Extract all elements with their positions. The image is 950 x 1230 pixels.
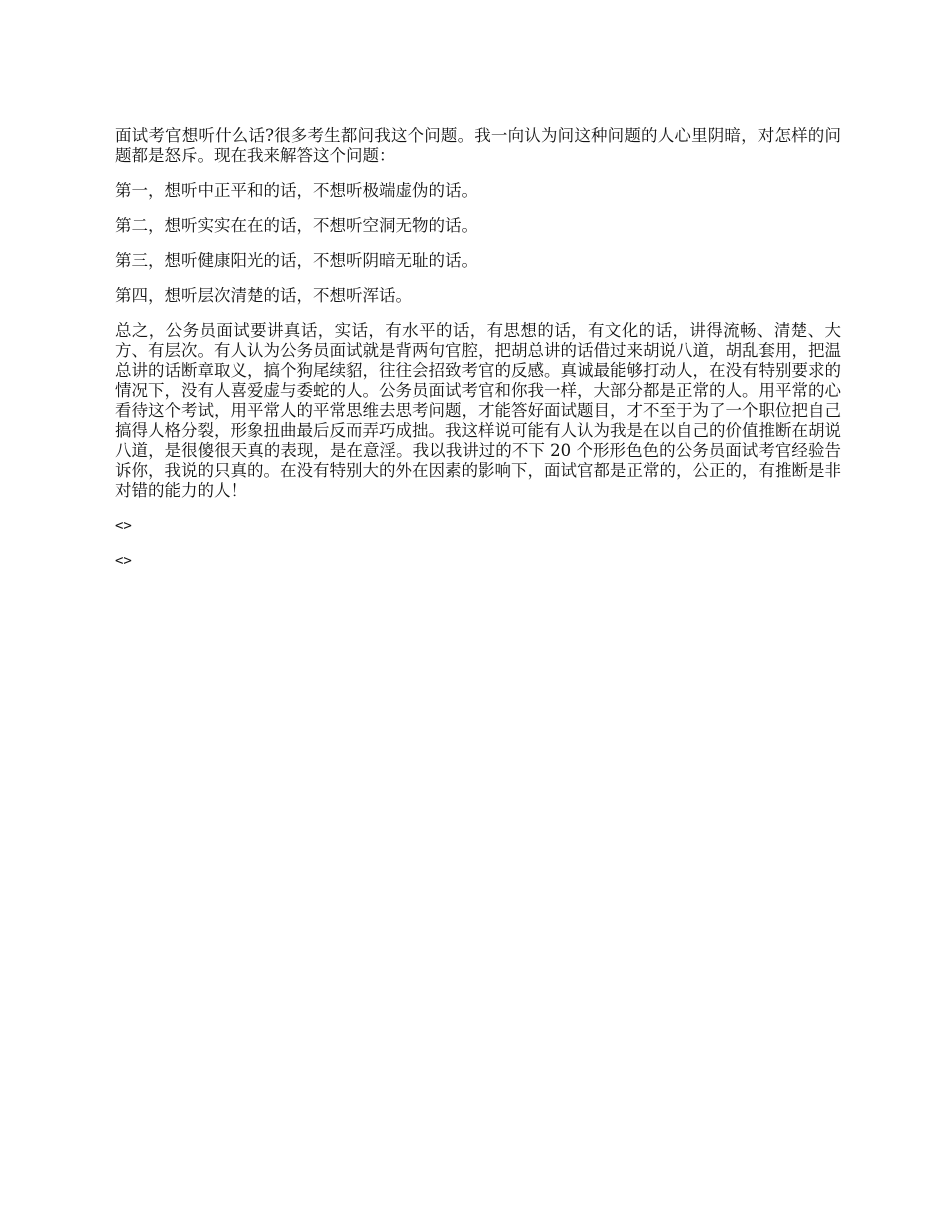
- point-3: 第三，想听健康阳光的话，不想听阴暗无耻的话。: [115, 251, 478, 270]
- conclusion-paragraph: 总之，公务员面试要讲真话，实话，有水平的话，有思想的话，有文化的话，讲得流畅、清楚、大方、有层次。有人认为公务员面试就是背两句官腔，把胡总讲的话借过来胡说八道，胡乱套用，把温总讲的话断章取义，搞个狗尾续貂，往往会招致考官的反感。真诚最能够打动人，在没有特别要求的情况下，没有人喜爱虚与委蛇的人。公务员面试考官和你我一样，大部分都是正常的人。用平常的心看待这个考试，用平常人的平常思维去思考问题，才能答好面试题目，才不至于为了一个职位把自己搞得人格分裂，形象扭曲最后反而弄巧成拙。我这样说可能有人认为我是在以自己的价值推断在胡说八道，是很傻很天真的表现，是在意淫。我以我讲过的不下 20 个形形色色的公务员面试考官经验告诉你，我说的只真的。在没有特别大的外在因素的影响下，面试官都是正常的，公正的，有推断是非对错的能力的人！: [115, 321, 841, 500]
- placeholder-marker-2: <>: [115, 553, 132, 569]
- placeholder-marker-1: <>: [115, 518, 132, 534]
- document-body: [115, 126, 841, 586]
- point-4: 第四，想听层次清楚的话，不想听浑话。: [115, 286, 412, 305]
- intro-paragraph: 面试考官想听什么话?很多考生都问我这个问题。我一向认为问这种问题的人心里阴暗，对怎样的问题都是怒斥。现在我来解答这个问题：: [115, 126, 841, 165]
- point-2: 第二，想听实实在在的话，不想听空洞无物的话。: [115, 216, 478, 235]
- point-1: 第一，想听中正平和的话，不想听极端虚伪的话。: [115, 181, 478, 200]
